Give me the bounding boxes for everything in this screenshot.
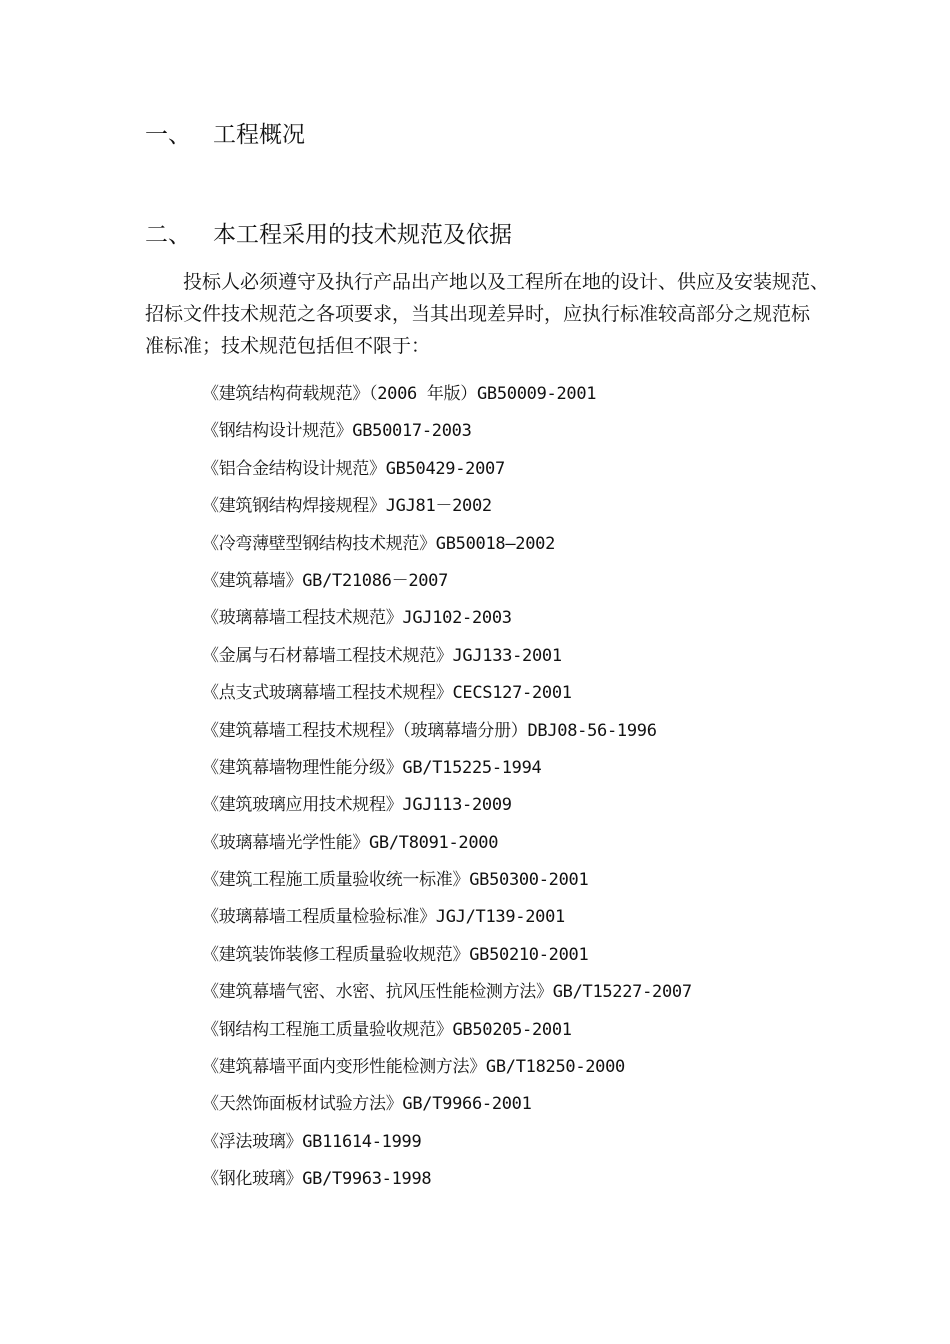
standards-list [202, 379, 692, 1202]
standard-item: 《铝合金结构设计规范》GB50429-2007 [202, 458, 505, 479]
section-heading-1 [145, 120, 305, 150]
standard-item: 《建筑装饰装修工程质量验收规范》GB50210-2001 [202, 944, 589, 965]
section-title: 本工程采用的技术规范及依据 [213, 222, 512, 248]
standard-item: 《钢化玻璃》GB/T9963-1998 [202, 1169, 432, 1190]
standard-item: 《钢结构设计规范》GB50017-2003 [202, 421, 472, 442]
standard-item: 《建筑钢结构焊接规程》JGJ81－2002 [202, 496, 492, 517]
standard-item: 《钢结构工程施工质量验收规范》GB50205-2001 [202, 1019, 572, 1040]
paragraph-line: 招标文件技术规范之各项要求，当其出现差异时，应执行标准较高部分之规范标 [145, 303, 811, 325]
section-number: 一、 [145, 122, 191, 148]
section-title: 工程概况 [213, 122, 305, 148]
standard-item: 《建筑幕墙工程技术规程》（玻璃幕墙分册）DBJ08-56-1996 [202, 720, 657, 741]
standard-item: 《建筑幕墙物理性能分级》GB/T15225-1994 [202, 757, 542, 778]
standard-item: 《天然饰面板材试验方法》GB/T9966-2001 [202, 1094, 532, 1115]
standard-item: 《建筑结构荷载规范》（2006 年版）GB50009-2001 [202, 384, 597, 404]
standard-item: 《玻璃幕墙光学性能》GB/T8091-2000 [202, 832, 499, 853]
standard-item: 《建筑工程施工质量验收统一标准》GB50300-2001 [202, 870, 589, 891]
standard-item: 《建筑幕墙平面内变形性能检测方法》GB/T18250-2000 [202, 1057, 625, 1078]
standard-item: 《金属与石材幕墙工程技术规范》JGJ133-2001 [202, 645, 562, 666]
section-heading-2 [145, 220, 512, 250]
standard-item: 《玻璃幕墙工程技术规范》JGJ102-2003 [202, 608, 512, 629]
section-number: 二、 [145, 222, 191, 248]
intro-paragraph [145, 266, 835, 362]
paragraph-line: 准标准；技术规范包括但不限于： [145, 335, 431, 357]
standard-item: 《建筑玻璃应用技术规程》JGJ113-2009 [202, 795, 512, 816]
standard-item: 《浮法玻璃》GB11614-1999 [202, 1131, 422, 1152]
standard-item: 《点支式玻璃幕墙工程技术规程》CECS127-2001 [202, 683, 572, 704]
paragraph-line: 投标人必须遵守及执行产品出产地以及工程所在地的设计、供应及安装规范、 [183, 271, 830, 293]
standard-item: 《玻璃幕墙工程质量检验标准》JGJ/T139-2001 [202, 907, 565, 928]
standard-item: 《建筑幕墙气密、水密、抗风压性能检测方法》GB/T15227-2007 [202, 982, 692, 1003]
standard-item: 《建筑幕墙》GB/T21086－2007 [202, 570, 449, 591]
standard-item: 《冷弯薄壁型钢结构技术规范》GB50018—2002 [202, 533, 556, 554]
